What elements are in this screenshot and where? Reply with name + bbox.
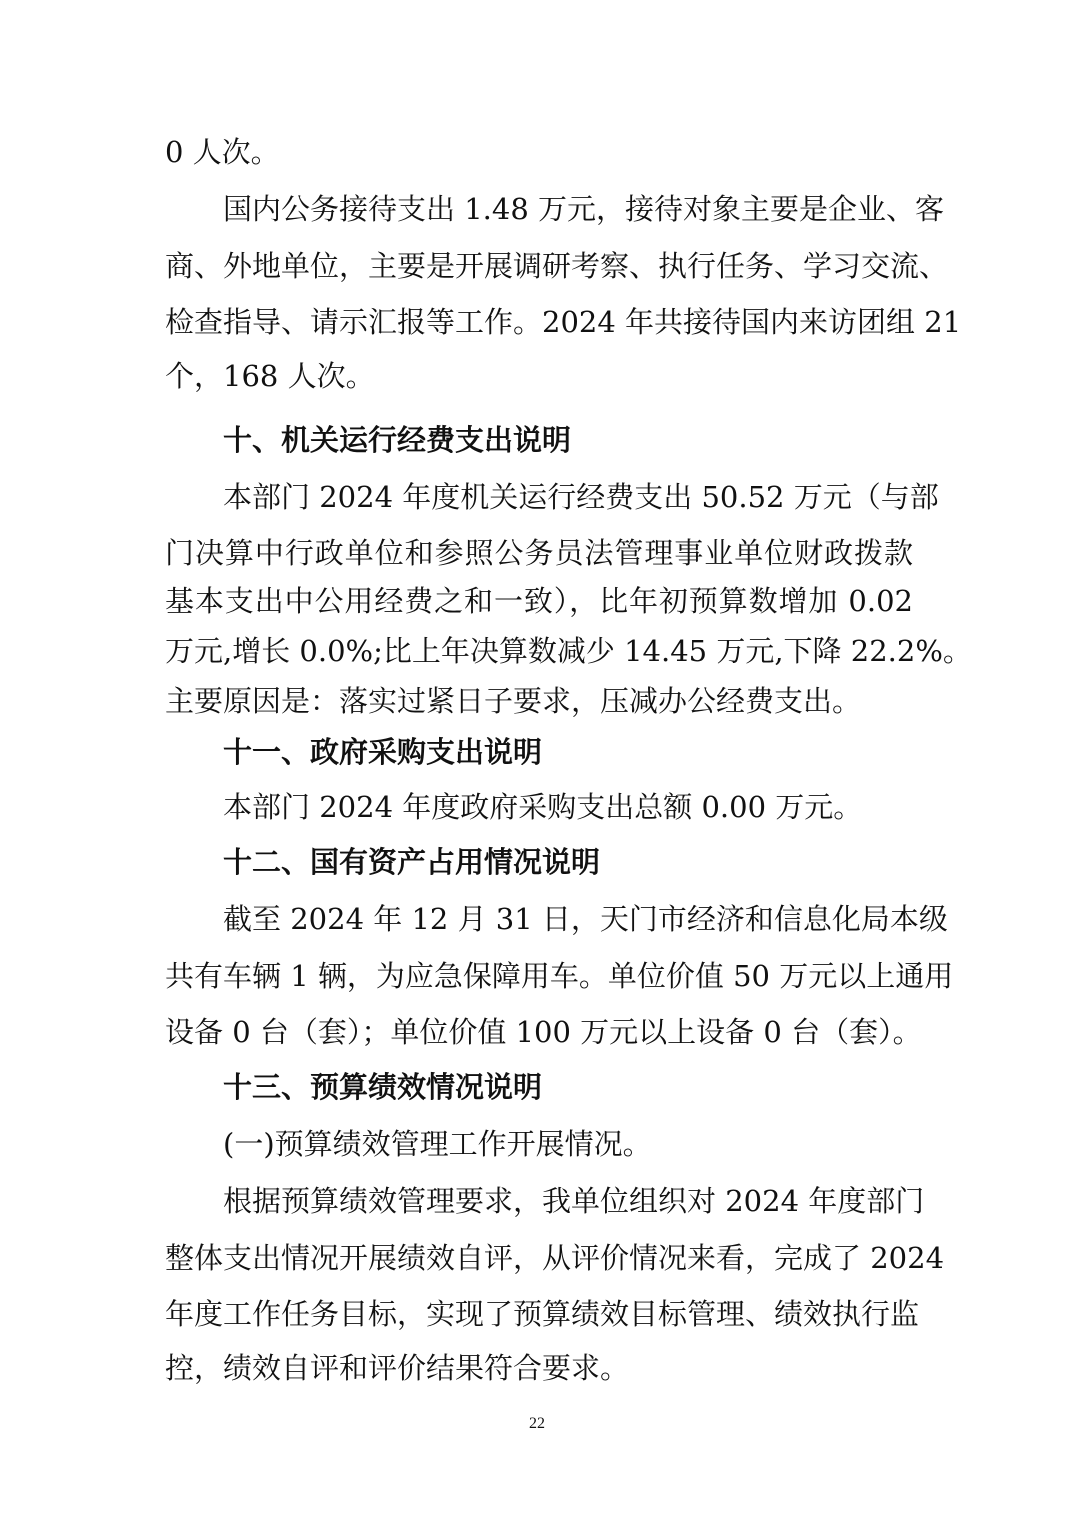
body-text-line: 根据预算绩效管理要求，我单位组织对 2024 年度部门 bbox=[223, 1184, 925, 1218]
body-text-line: 国内公务接待支出 1.48 万元，接待对象主要是企业、客 bbox=[223, 192, 945, 226]
body-text-line: 年度工作任务目标，实现了预算绩效目标管理、绩效执行监 bbox=[165, 1297, 920, 1331]
section-heading: 十一、政府采购支出说明 bbox=[223, 735, 543, 769]
body-text-line: 主要原因是：落实过紧日子要求，压减办公经费支出。 bbox=[165, 684, 862, 718]
body-text-line: 基本支出中公用经费之和一致），比年初预算数增加 0.02 bbox=[165, 584, 913, 618]
body-text-line: 本部门 2024 年度机关运行经费支出 50.52 万元（与部 bbox=[223, 480, 939, 514]
body-text-line: 商、外地单位，主要是开展调研考察、执行任务、学习交流、 bbox=[165, 249, 949, 283]
body-text-line: 本部门 2024 年度政府采购支出总额 0.00 万元。 bbox=[223, 790, 863, 824]
body-text-line: 设备 0 台（套）；单位价值 100 万元以上设备 0 台（套）。 bbox=[165, 1015, 922, 1049]
body-text-line: 整体支出情况开展绩效自评，从评价情况来看，完成了 2024 bbox=[165, 1241, 945, 1275]
body-text-line: 门决算中行政单位和参照公务员法管理事业单位财政拨款 bbox=[165, 536, 913, 570]
section-heading: 十三、预算绩效情况说明 bbox=[223, 1070, 543, 1104]
body-text-line: 控，绩效自评和评价结果符合要求。 bbox=[165, 1351, 630, 1385]
body-text-line: 检查指导、请示汇报等工作。2024 年共接待国内来访团组 21 bbox=[165, 305, 962, 339]
body-text-line: 共有车辆 1 辆，为应急保障用车。单位价值 50 万元以上通用 bbox=[165, 959, 954, 993]
section-heading: 十、机关运行经费支出说明 bbox=[223, 423, 572, 457]
subsection-heading: (一)预算绩效管理工作开展情况。 bbox=[223, 1127, 652, 1161]
body-text-line: 0 人次。 bbox=[165, 135, 280, 169]
body-text-line: 个，168 人次。 bbox=[165, 359, 375, 393]
section-heading: 十二、国有资产占用情况说明 bbox=[223, 845, 601, 879]
body-text-line: 万元,增长 0.0%;比上年决算数减少 14.45 万元,下降 22.2%。 bbox=[165, 634, 972, 668]
page-number: 22 bbox=[529, 1415, 545, 1432]
body-text-line: 截至 2024 年 12 月 31 日，天门市经济和信息化局本级 bbox=[223, 902, 948, 936]
